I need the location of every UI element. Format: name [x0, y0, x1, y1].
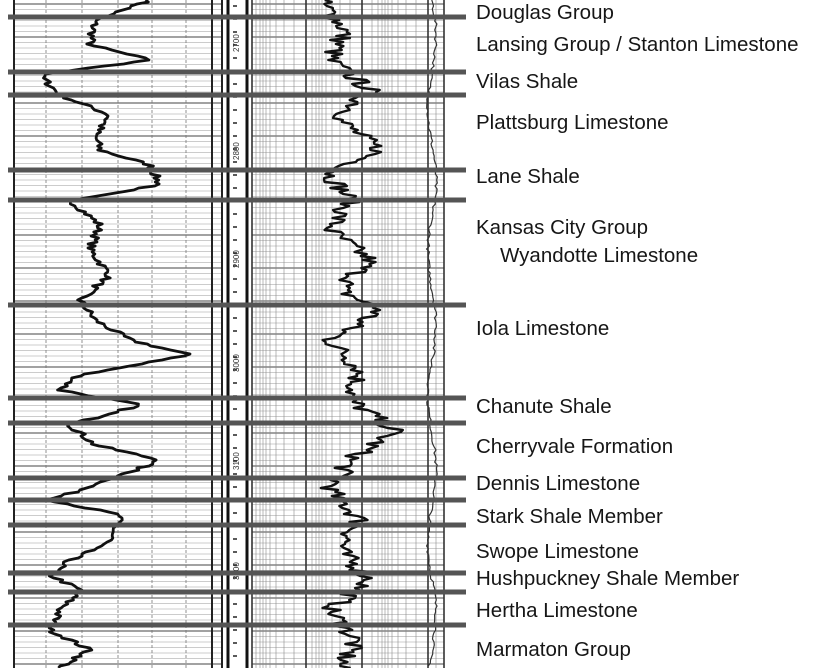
- label-douglas-group: Douglas Group: [476, 1, 614, 24]
- boundary-bar: [8, 70, 466, 75]
- label-vilas-shale: Vilas Shale: [476, 70, 579, 93]
- boundary-bar: [8, 168, 466, 173]
- depth-label: 2700: [232, 34, 241, 52]
- label-stark-shale: Stark Shale Member: [476, 505, 663, 528]
- boundary-bar: [8, 590, 466, 595]
- label-kansas-city-group: Kansas City Group: [476, 216, 649, 239]
- depth-label: 2800: [232, 142, 241, 160]
- label-iola-limestone: Iola Limestone: [476, 317, 610, 340]
- boundary-bar: [8, 476, 466, 481]
- depth-track: [228, 0, 247, 668]
- label-dennis-limestone: Dennis Limestone: [476, 472, 641, 495]
- boundary-bar: [8, 396, 466, 401]
- label-chanute-shale: Chanute Shale: [476, 395, 612, 418]
- boundary-bar: [8, 571, 466, 576]
- label-cherryvale-formation: Cherryvale Formation: [476, 435, 674, 458]
- formation-boundaries: [8, 15, 466, 628]
- boundary-bar: [8, 498, 466, 503]
- boundary-bar: [8, 198, 466, 203]
- label-swope-limestone: Swope Limestone: [476, 540, 639, 563]
- depth-label: 3000: [232, 354, 241, 372]
- label-hertha-limestone: Hertha Limestone: [476, 599, 638, 622]
- boundary-bar: [8, 421, 466, 426]
- boundary-bar: [8, 93, 466, 98]
- label-lansing-stanton: Lansing Group / Stanton Limestone: [476, 33, 799, 56]
- label-plattsburg-limestone: Plattsburg Limestone: [476, 111, 669, 134]
- depth-label: 2900: [232, 250, 241, 268]
- boundary-bar: [8, 15, 466, 20]
- label-lane-shale: Lane Shale: [476, 165, 580, 188]
- label-wyandotte-limestone: Wyandotte Limestone: [500, 244, 699, 267]
- boundary-bar: [8, 303, 466, 308]
- label-marmaton-group: Marmaton Group: [476, 638, 631, 661]
- boundary-bar: [8, 523, 466, 528]
- label-hushpuckney-shale: Hushpuckney Shale Member: [476, 567, 740, 590]
- depth-label: 3100: [232, 452, 241, 470]
- boundary-bar: [8, 623, 466, 628]
